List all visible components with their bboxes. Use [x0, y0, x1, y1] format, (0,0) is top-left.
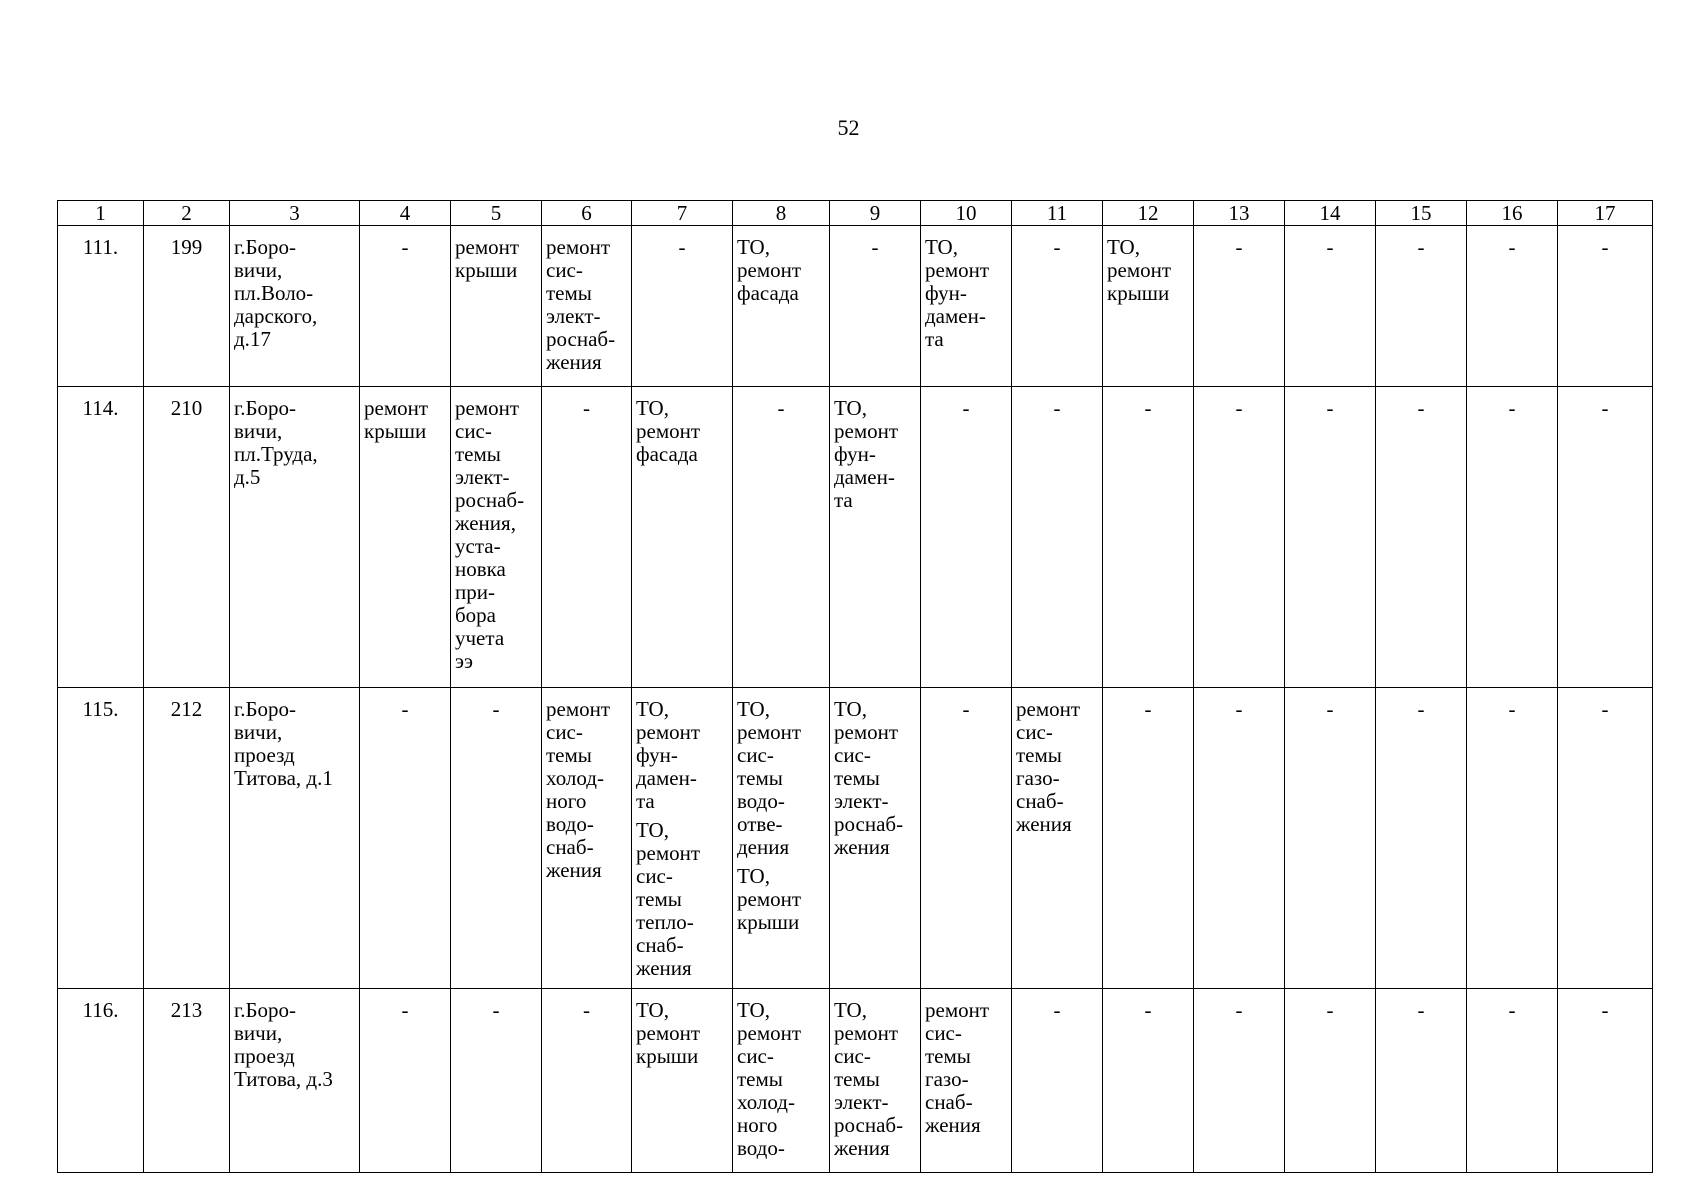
empty-cell: -: [1194, 226, 1285, 387]
cell-line: фасада: [737, 281, 799, 305]
cell-line: газо-: [925, 1067, 969, 1091]
cell-line: жения,: [455, 511, 516, 535]
cell-line: сис-: [546, 258, 583, 282]
work-cell: [1012, 688, 1103, 989]
cell-line: холод-: [737, 1090, 795, 1114]
column-header-14: 14: [1285, 201, 1376, 226]
cell-line: жения: [925, 1113, 981, 1137]
empty-cell: -: [830, 226, 921, 387]
empty-cell: -: [632, 226, 733, 387]
column-header-17: 17: [1558, 201, 1653, 226]
work-cell: [921, 226, 1012, 387]
cell-line: ТО,: [636, 697, 669, 721]
cell-line: темы: [834, 1067, 880, 1091]
row-number: 111.: [58, 226, 144, 387]
header-row: [58, 201, 1653, 226]
work-cell: [451, 387, 542, 688]
cell-line: дамен-: [636, 766, 697, 790]
cell-line: жения: [546, 858, 602, 882]
column-header-8: 8: [733, 201, 830, 226]
empty-cell: -: [733, 387, 830, 688]
cell-line: Титова, д.3: [234, 1067, 333, 1091]
work-cell: [360, 387, 451, 688]
cell-line: ремонт: [925, 258, 990, 282]
cell-line: сис-: [925, 1021, 962, 1045]
cell-line: ремонт: [834, 1021, 899, 1045]
cell-line: темы: [455, 442, 501, 466]
building-id: 210: [144, 387, 230, 688]
cell-line: ремонт: [546, 697, 611, 721]
cell-line: вичи,: [234, 419, 283, 443]
work-cell: [830, 688, 921, 989]
cell-line: темы: [636, 887, 682, 911]
cell-line: ремонт: [925, 998, 990, 1022]
cell-line: фасада: [636, 442, 698, 466]
cell-line: ТО,: [925, 235, 958, 259]
empty-cell: -: [1285, 688, 1376, 989]
work-cell: [733, 688, 830, 989]
cell-line: ного: [737, 1113, 778, 1137]
empty-cell: -: [451, 688, 542, 989]
cell-line: бора: [455, 603, 497, 627]
cell-line: жения: [1016, 812, 1072, 836]
cell-line: вичи,: [234, 1021, 283, 1045]
cell-line: ремонт: [546, 235, 611, 259]
cell-line: водо-: [737, 1136, 785, 1160]
empty-cell: -: [1376, 989, 1467, 1173]
cell-line: вичи,: [234, 258, 283, 282]
empty-cell: -: [1194, 989, 1285, 1173]
cell-line: вичи,: [234, 720, 283, 744]
cell-line: д.17: [234, 327, 271, 351]
empty-cell: -: [1103, 387, 1194, 688]
cell-line: при-: [455, 580, 495, 604]
empty-cell: -: [1103, 989, 1194, 1173]
cell-line: г.Боро-: [234, 998, 297, 1022]
cell-line: учета: [455, 626, 505, 650]
cell-line: водо-: [737, 789, 785, 813]
cell-line: крыши: [455, 258, 518, 282]
cell-line: пл.Труда,: [234, 442, 318, 466]
empty-cell: -: [1467, 989, 1558, 1173]
cell-line: ремонт: [455, 396, 520, 420]
cell-line: дамен-: [925, 304, 986, 328]
work-cell: [921, 989, 1012, 1173]
cell-line: сис-: [455, 419, 492, 443]
empty-cell: -: [542, 387, 632, 688]
cell-line: ТО,: [1107, 235, 1140, 259]
table-row: [58, 688, 1653, 989]
table-row: [58, 387, 1653, 688]
cell-line: г.Боро-: [234, 396, 297, 420]
work-cell: [632, 688, 733, 989]
cell-line: роснаб-: [834, 812, 904, 836]
empty-cell: -: [1467, 688, 1558, 989]
cell-line: новка: [455, 557, 506, 581]
cell-line: сис-: [834, 743, 871, 767]
cell-line: темы: [1016, 743, 1062, 767]
empty-cell: -: [1558, 989, 1653, 1173]
cell-line: жения: [834, 835, 890, 859]
cell-line: ремонт: [636, 419, 701, 443]
cell-line: снаб-: [546, 835, 594, 859]
column-header-16: 16: [1467, 201, 1558, 226]
column-header-9: 9: [830, 201, 921, 226]
work-cell: [632, 387, 733, 688]
empty-cell: -: [1558, 688, 1653, 989]
cell-line: ТО,: [636, 396, 669, 420]
empty-cell: -: [360, 226, 451, 387]
column-header-4: 4: [360, 201, 451, 226]
work-cell: [451, 226, 542, 387]
cell-line: жения: [546, 350, 602, 374]
cell-line: ТО,: [737, 697, 770, 721]
cell-line: сис-: [636, 864, 673, 888]
cell-line: г.Боро-: [234, 235, 297, 259]
work-cell: [733, 226, 830, 387]
empty-cell: -: [1376, 226, 1467, 387]
address-cell: [230, 226, 360, 387]
empty-cell: -: [1467, 226, 1558, 387]
column-header-13: 13: [1194, 201, 1285, 226]
cell-line: проезд: [234, 1044, 295, 1068]
cell-line: уста-: [455, 534, 501, 558]
empty-cell: -: [1012, 989, 1103, 1173]
cell-line: элект-: [834, 789, 889, 813]
cell-line: ТО,: [737, 864, 770, 888]
work-cell: [1103, 226, 1194, 387]
cell-line: крыши: [737, 910, 800, 934]
cell-line: снаб-: [925, 1090, 973, 1114]
empty-cell: -: [1285, 989, 1376, 1173]
cell-line: ремонт: [737, 720, 802, 744]
cell-line: сис-: [737, 743, 774, 767]
cell-line: темы: [834, 766, 880, 790]
cell-line: фун-: [636, 743, 678, 767]
cell-line: роснаб-: [455, 488, 525, 512]
empty-cell: -: [1376, 387, 1467, 688]
empty-cell: -: [1194, 688, 1285, 989]
cell-line: элект-: [546, 304, 601, 328]
cell-line: дамен-: [834, 465, 895, 489]
row-number: 114.: [58, 387, 144, 688]
cell-line: фун-: [925, 281, 967, 305]
empty-cell: -: [1558, 226, 1653, 387]
empty-cell: -: [451, 989, 542, 1173]
cell-line: элект-: [455, 465, 510, 489]
table-row: [58, 226, 1653, 387]
cell-line: жения: [636, 956, 692, 980]
cell-line: фун-: [834, 442, 876, 466]
cell-line: Титова, д.1: [234, 766, 333, 790]
cell-line: холод-: [546, 766, 604, 790]
cell-line: ремонт: [737, 258, 802, 282]
column-header-7: 7: [632, 201, 733, 226]
empty-cell: -: [1376, 688, 1467, 989]
cell-line: ремонт: [636, 720, 701, 744]
empty-cell: -: [921, 688, 1012, 989]
cell-line: ТО,: [636, 818, 669, 842]
cell-line: роснаб-: [546, 327, 616, 351]
work-cell: [830, 989, 921, 1173]
address-cell: [230, 989, 360, 1173]
cell-line: газо-: [1016, 766, 1060, 790]
column-header-3: 3: [230, 201, 360, 226]
cell-line: элект-: [834, 1090, 889, 1114]
column-header-12: 12: [1103, 201, 1194, 226]
table-row: [58, 989, 1653, 1173]
address-cell: [230, 688, 360, 989]
cell-line: ремонт: [737, 887, 802, 911]
cell-line: пл.Воло-: [234, 281, 314, 305]
cell-line: крыши: [636, 1044, 699, 1068]
cell-line: г.Боро-: [234, 697, 297, 721]
building-id: 213: [144, 989, 230, 1173]
cell-line: крыши: [1107, 281, 1170, 305]
cell-line: сис-: [737, 1044, 774, 1068]
cell-line: отве-: [737, 812, 783, 836]
cell-line: жения: [834, 1136, 890, 1160]
column-header-11: 11: [1012, 201, 1103, 226]
cell-line: ТО,: [834, 998, 867, 1022]
cell-line: роснаб-: [834, 1113, 904, 1137]
empty-cell: -: [542, 989, 632, 1173]
empty-cell: -: [1012, 226, 1103, 387]
cell-line: ремонт: [636, 841, 701, 865]
repair-schedule-table: [57, 200, 1653, 1173]
cell-line: крыши: [364, 419, 427, 443]
cell-line: ремонт: [636, 1021, 701, 1045]
row-number: 115.: [58, 688, 144, 989]
cell-line: ТО,: [834, 697, 867, 721]
cell-line: сис-: [1016, 720, 1053, 744]
column-header-10: 10: [921, 201, 1012, 226]
cell-line: дарского,: [234, 304, 318, 328]
cell-line: снаб-: [636, 933, 684, 957]
cell-line: темы: [546, 281, 592, 305]
cell-line: ТО,: [737, 235, 770, 259]
cell-line: ремонт: [834, 419, 899, 443]
cell-line: темы: [737, 766, 783, 790]
cell-line: водо-: [546, 812, 594, 836]
column-header-1: 1: [58, 201, 144, 226]
cell-line: ремонт: [737, 1021, 802, 1045]
column-header-2: 2: [144, 201, 230, 226]
empty-cell: -: [1285, 226, 1376, 387]
work-cell: [632, 989, 733, 1173]
cell-line: темы: [546, 743, 592, 767]
empty-cell: -: [1467, 387, 1558, 688]
cell-line: ремонт: [455, 235, 520, 259]
page-number: 52: [837, 115, 860, 140]
cell-line: та: [925, 327, 944, 351]
work-cell: [542, 226, 632, 387]
building-id: 212: [144, 688, 230, 989]
cell-line: проезд: [234, 743, 295, 767]
cell-line: д.5: [234, 465, 261, 489]
empty-cell: -: [1285, 387, 1376, 688]
work-cell: [542, 688, 632, 989]
cell-line: та: [834, 488, 853, 512]
empty-cell: -: [360, 989, 451, 1173]
empty-cell: -: [1103, 688, 1194, 989]
cell-line: ремонт: [834, 720, 899, 744]
cell-line: сис-: [546, 720, 583, 744]
cell-line: тепло-: [636, 910, 694, 934]
work-cell: [733, 989, 830, 1173]
cell-line: темы: [925, 1044, 971, 1068]
column-header-5: 5: [451, 201, 542, 226]
cell-line: ТО,: [737, 998, 770, 1022]
cell-line: снаб-: [1016, 789, 1064, 813]
cell-line: ТО,: [636, 998, 669, 1022]
empty-cell: -: [1194, 387, 1285, 688]
row-number: 116.: [58, 989, 144, 1173]
cell-line: ного: [546, 789, 587, 813]
cell-line: та: [636, 789, 655, 813]
empty-cell: -: [1012, 387, 1103, 688]
cell-line: ээ: [455, 649, 474, 673]
cell-line: темы: [737, 1067, 783, 1091]
cell-line: ремонт: [364, 396, 429, 420]
column-header-6: 6: [542, 201, 632, 226]
empty-cell: -: [1558, 387, 1653, 688]
cell-line: сис-: [834, 1044, 871, 1068]
building-id: 199: [144, 226, 230, 387]
cell-line: ремонт: [1107, 258, 1172, 282]
address-cell: [230, 387, 360, 688]
work-cell: [830, 387, 921, 688]
empty-cell: -: [921, 387, 1012, 688]
cell-line: дения: [737, 835, 790, 859]
column-header-15: 15: [1376, 201, 1467, 226]
cell-line: ремонт: [1016, 697, 1081, 721]
empty-cell: -: [360, 688, 451, 989]
cell-line: ТО,: [834, 396, 867, 420]
